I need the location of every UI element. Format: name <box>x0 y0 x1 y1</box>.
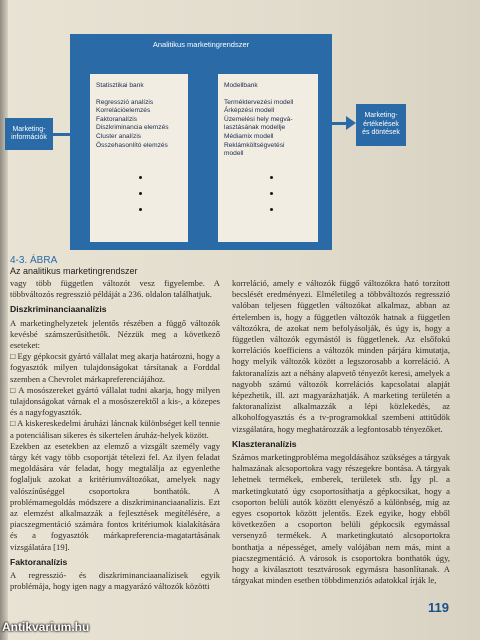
paragraph: A marketinghelyzetek jelentős részében a függő változók kevésbé számszerűsíthetők. Nézzük meg a következő eseteket: <box>10 317 220 351</box>
model-bank-box <box>218 74 318 242</box>
list-item: Médiamix modell <box>224 132 274 140</box>
paragraph: □ A mosószereket gyártó vállalat tudni akarja, hogy milyen tulajdonságokat várnak el a mosószerektől a kis-, a közepes és a nagyfogyasztók. <box>10 384 220 418</box>
figure-number: 4-3. ÁBRA <box>10 255 58 266</box>
figure-caption: Az analitikus marketingrendszer <box>10 266 138 276</box>
section-heading: Faktoranalízis <box>10 556 68 567</box>
arrow-out-head <box>346 116 356 130</box>
paragraph: Számos marketingprobléma megoldásához szükséges a tárgyak halmazának alcsoportokra vagy részegekre bontása. A tárgyak lehetnek termékek, emberek, területek stb. Így pl. a marketingkutató úgy csoportosíthatja a gépkocsikat, hogy a csoporton belüli autók között elenyésző a különbség, míg az egyes csoportok között jelentős. Ezek egyike, hogy ebből következően a csoporton belüli gépkocsik egymással versenyző termékek. A marketingkutató alcsoportokra bonthatja a népességet, amely valójában nem más, mint a piacszegmentáció. A városok is csoportokra bonthatók úgy, hogy a kiválasztott tesztvárosok egymásra hasonlítanak. A tárgyakat minden esetben többdimenziós adatokkal írják le, <box>232 452 450 586</box>
figure-diagram <box>0 0 480 250</box>
list-item: Terméktervezési modell <box>224 98 294 106</box>
paragraph: □ Egy gépkocsit gyártó vállalat meg akarja határozni, hogy a fogyasztók milyen tulajdonságokat társítanak a Forddal szemben a Chevrolet márkapreferenciájához. <box>10 351 220 384</box>
paragraph: A regresszió- és diszkriminanciaanalízisek egyik problémája, hogy igen nagy a magyarázó változók közötti <box>10 570 220 592</box>
list-item: Korrelációelemzés <box>96 107 151 115</box>
marketing-info-box: Marketing- információk <box>5 118 53 150</box>
paragraph: korreláció, amely e változók függő változókra ható torzított becslését eredményezi. Elméletileg a többváltozós regresszió valóban teljesen független változókat alkalmaz, abban az értelemben is, hogy a független változók hatnak a független változókra, de azokat nem befolyásolják, és úgy is, hogy a független változók egymástól is függetlenek. Az elsőfokú korrelációs koefficiens a változók minden párjára kimutatja, hogy melyik változók között a legszorosabb a korreláció. A faktoranalízis azt a néhány alapvető tényezőt keresi, amelyek a nagyobb számú változók korrelációs kapcsolatai alapját képezhetik, ill. azt magyarázhatják. A marketing területén a faktoranalízist alkalmazzák a lépi közlekedés, az alkoholfogyasztás és a tv-programokkal szembeni attitűdök vizsgálatára, hogy meghatározzák a legfontosabb tényezőket. <box>232 278 450 434</box>
model-bank-list <box>224 99 312 159</box>
section-heading: Klaszteranalízis <box>232 438 297 449</box>
list-item: modell <box>224 150 244 158</box>
list-item: Üzemelési hely megvá- <box>224 115 293 123</box>
paragraph: □ A kiskereskedelmi áruházi láncnak különbséget kell tennie a potenciálisan sikeres és sikertelen áruház-helyek között. <box>10 418 220 440</box>
ellipsis-dot <box>270 176 273 179</box>
right-text-column <box>232 278 450 586</box>
arrow-in <box>53 133 71 136</box>
model-bank-title: Modellbank <box>224 82 258 89</box>
arrow-middle <box>188 144 208 147</box>
system-title: Analitikus marketingrendszer <box>152 40 250 49</box>
paragraph: vagy több független változót vesz figyelembe. A többváltozós regresszió példáját a 236. oldalon találhatjuk. <box>10 278 220 300</box>
list-item: Reklámköltségvetési <box>224 141 285 149</box>
stat-bank-box <box>90 74 188 242</box>
list-item: Árképzési modell <box>224 107 275 115</box>
paragraph: Ezekben az esetekben az elemző a vizsgált személy vagy tárgy két vagy több csoportját tételezi fel. Az ilyen feladat megoldására vár feladat, hogy megtalálja az egyenlethe foglaljuk azokat a kritériumváltozókat, amelyek nagy valószínűséggel csoportokra bonthatók. A problémamegoldás módszere a diszkriminanciaanalízis. Ezt az elemzést alkalmazzák a fejlesztések megítélésére, a piacszegmentáció számára fontos kritériumok kialakítására és a fogyasztók márkapreferencia-magatartásának vizsgálatára [19]. <box>10 440 220 552</box>
list-item: Diszkriminancia elemzés <box>96 124 169 132</box>
list-item: lasztásának modellje <box>224 124 286 132</box>
section-heading: Diszkriminanciaanalízis <box>10 304 107 315</box>
list-item: Összehasonlító elemzés <box>96 141 168 149</box>
marketing-decisions-box: Marketing- értékelések és döntések <box>356 104 406 146</box>
page-number: 119 <box>428 600 449 615</box>
ellipsis-dot <box>139 176 142 179</box>
arrow-middle-head <box>206 138 216 152</box>
ellipsis-dot <box>270 192 273 195</box>
ellipsis-dot <box>139 208 142 211</box>
watermark: Antikvarium.hu <box>2 620 90 634</box>
list-item: Regresszió analízis <box>96 98 154 106</box>
stat-bank-list <box>96 99 182 151</box>
list-item: Faktoranalízis <box>96 115 138 123</box>
stat-bank-title: Statisztikai bank <box>96 82 144 89</box>
left-text-column <box>10 278 220 592</box>
ellipsis-dot <box>270 208 273 211</box>
ellipsis-dot <box>139 192 142 195</box>
list-item: Cluster analízis <box>96 132 142 140</box>
